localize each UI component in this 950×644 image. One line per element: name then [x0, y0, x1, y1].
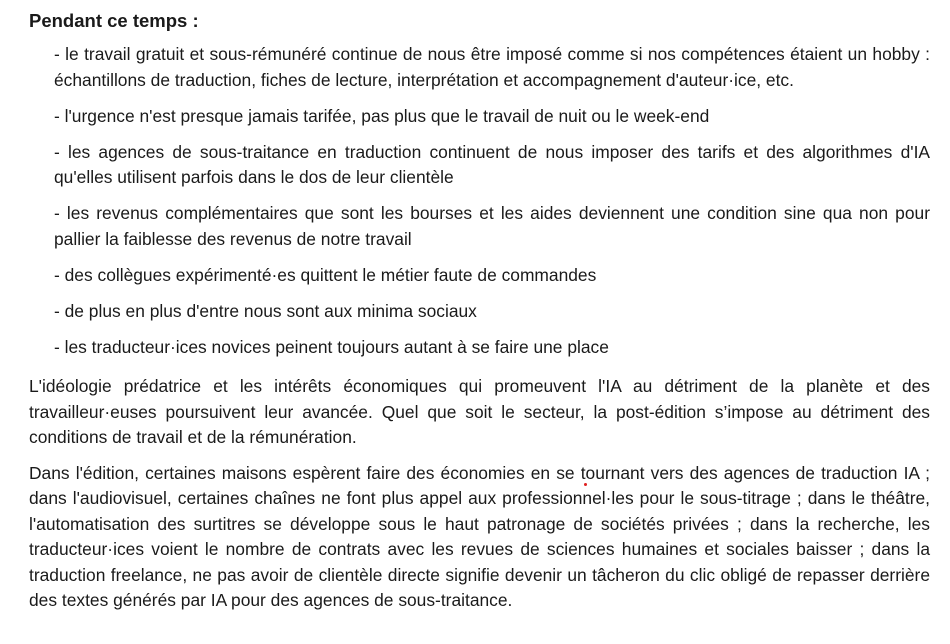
bullet-item: - des collègues expérimenté·es quittent le métier faute de commandes: [54, 264, 597, 285]
bullet-item: - l'urgence n'est presque jamais tarifée, pas plus que le travail de nuit ou le week-end: [54, 105, 710, 126]
body-paragraph: L'idéologie prédatrice et les intérêts économiques qui promeuvent l'IA au détriment de la planète et des travailleur·euses poursuivent leur avancée. Quel que soit le secteur, la post-édition s’impose au détriment des conditions de travail et de la rémunération.: [29, 376, 930, 447]
bullet-item: - de plus en plus d'entre nous sont aux minima sociaux: [54, 300, 477, 321]
bullet-list: [29, 42, 930, 360]
section-heading: Pendant ce temps :: [29, 10, 199, 31]
bullet-item: - le travail gratuit et sous-rémunéré continue de nous être imposé comme si nos compétences étaient un hobby : échantillons de traduction, fiches de lecture, interprétation et accompagnement d'auteur·ice, etc.: [54, 44, 930, 90]
bullet-item: - les revenus complémentaires que sont les bourses et les aides deviennent une condition sine qua non pour pallier la faiblesse des revenus de notre travail: [54, 203, 930, 249]
bullet-item: - les traducteur·ices novices peinent toujours autant à se faire une place: [54, 336, 609, 357]
spellcheck-marker-dot: [584, 483, 587, 486]
body-paragraph: Dans l'édition, certaines maisons espèrent faire des économies en se tournant vers des agences de traduction IA ; dans l'audiovisuel, certaines chaînes ne font plus appel aux professionnel·les pour le sous-titrage ; dans le théâtre, l'automatisation des surtitres se développe sous le haut patronage de sociétés privées ; dans la recherche, les traducteur·ices voient le nombre de contrats avec les revues de sciences humaines et sociales baisser ; dans la traduction freelance, ne pas avoir de clientèle directe signifie devenir un tâcheron du clic obligé de repasser derrière des textes générés par IA pour des agences de sous-traitance.: [29, 462, 930, 610]
bullet-item: - les agences de sous-traitance en traduction continuent de nous imposer des tarifs et des algorithmes d'IA qu'elles utilisent parfois dans le dos de leur clientèle: [54, 141, 930, 187]
